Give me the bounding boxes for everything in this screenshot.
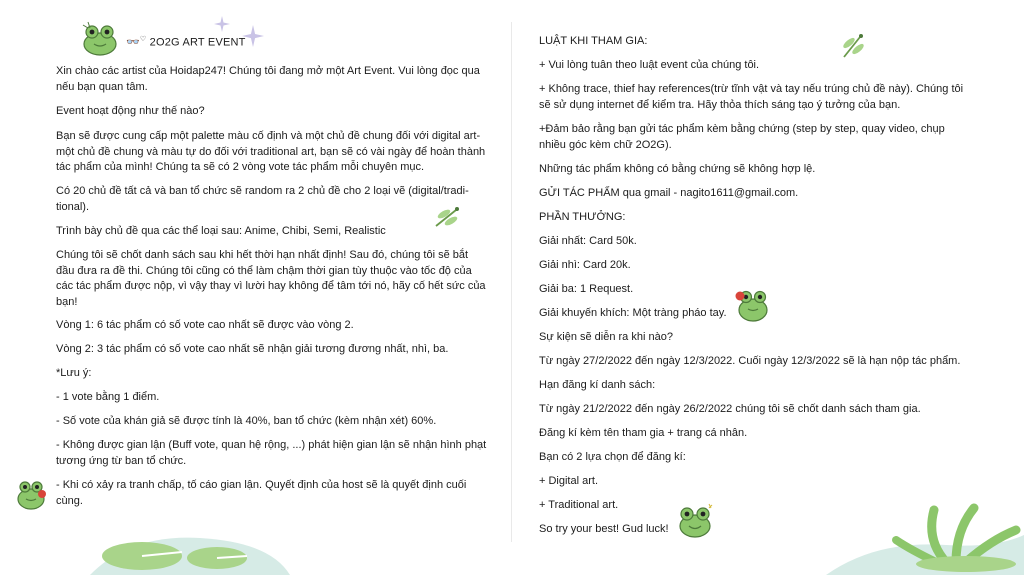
sparkle-icon <box>242 25 264 47</box>
note-item: - Khi có xảy ra tranh chấp, tố cáo gian lận. Quyết định của host sẽ là quyết định cuối cùng. <box>56 479 467 507</box>
registration-text: Từ ngày 21/2/2022 đến ngày 26/2/2022 chúng tôi sẽ chốt danh sách tham gia. <box>539 403 921 415</box>
submission-email: GỬI TÁC PHẨM qua gmail - nagito1611@gmail.com. <box>539 187 799 199</box>
prize-item: Giải nhất: Card 50k. <box>539 235 637 247</box>
palette-paragraph: Bạn sẽ được cung cấp một palette màu cố định và một chủ đề chung đối với digital art- một chủ đề chung và màu tự do đối với traditional art, bạn sẽ có vài ngày để hoàn thành tác phẩm của mình! Chúng ta sẽ có 2 vòng vote tác phẩm mỗi chuyên mục. <box>56 130 486 173</box>
deadline-paragraph: Chúng tôi sẽ chốt danh sách sau khi hết thời hạn nhất định! Sau đó, chúng tôi sẽ bắt đầu đưa ra đề thi. Chúng tôi cũng có thể làm chậm thời gian tùy thuộc vào tốc độ của các tác phẩm được nộp, vì vậy thay vì lười hay không để tâm tới nó, hãy cố hết sức của bạn! <box>56 249 486 308</box>
note-item: - Không được gian lận (Buff vote, quan hệ rộng, ...) phát hiện gian lận sẽ nhận hình phạt tương ứng từ ban tổ chức. <box>56 439 487 467</box>
registration-heading: Hạn đăng kí danh sách: <box>539 379 656 391</box>
rule-item: + Vui lòng tuân theo luật event của chúng tôi. <box>539 59 760 71</box>
rule-item: +Đảm bảo rằng bạn gửi tác phẩm kèm bằng chứng (step by step, quay video, chụp nhiều góc kèm chữ 2O2G). <box>539 123 945 151</box>
frog-with-flower-icon <box>734 284 770 322</box>
closing-text: So try your best! Gud luck! <box>539 523 669 535</box>
note-heading: *Lưu ý: <box>56 367 92 379</box>
column-divider <box>511 22 512 542</box>
frog-icon <box>676 502 714 538</box>
how-it-works-heading: Event hoạt động như thế nào? <box>56 105 205 117</box>
registration-text: Đăng kí kèm tên tham gia + trang cá nhân. <box>539 427 748 439</box>
dragonfly-icon <box>838 33 868 61</box>
event-title-text: 2O2G ART EVENT <box>149 36 246 49</box>
styles-paragraph: Trình bày chủ đề qua các thể loại sau: Anime, Chibi, Semi, Realistic <box>56 225 386 237</box>
intro-paragraph: Xin chào các artist của Hoidap247! Chúng tôi đang mở một Art Event. Vui lòng đọc qua nếu bạn quan tâm. <box>56 65 480 93</box>
lily-pad-icon <box>100 538 280 575</box>
sparkle-icon <box>214 16 230 32</box>
frog-with-flower-icon <box>16 476 48 510</box>
event-title <box>126 35 246 49</box>
frog-icon <box>80 20 120 56</box>
prize-item: Giải nhì: Card 20k. <box>539 259 631 271</box>
prize-item: Giải ba: 1 Request. <box>539 283 634 295</box>
option-item: + Digital art. <box>539 475 598 487</box>
round-1-text: Vòng 1: 6 tác phẩm có số vote cao nhất sẽ được vào vòng 2. <box>56 319 354 331</box>
water-plant-decoration <box>826 500 1024 575</box>
glasses-icon: 👓 <box>126 36 140 49</box>
options-heading: Bạn có 2 lựa chọn để đăng kí: <box>539 451 686 463</box>
option-item: + Traditional art. <box>539 499 619 511</box>
schedule-text: Từ ngày 27/2/2022 đến ngày 12/3/2022. Cuối ngày 12/3/2022 sẽ là hạn nộp tác phẩm. <box>539 355 961 367</box>
dragonfly-icon <box>432 206 462 230</box>
rules-heading: LUẬT KHI THAM GIA: <box>539 35 648 47</box>
rule-item: Những tác phẩm không có bằng chứng sẽ không hợp lệ. <box>539 163 816 175</box>
note-item: - 1 vote bằng 1 điểm. <box>56 391 160 403</box>
schedule-heading: Sự kiện sẽ diễn ra khi nào? <box>539 331 673 343</box>
rule-item: + Không trace, thief hay references(trừ tĩnh vật và tay nếu trúng chủ đề này). Chúng tôi sẽ sử dụng internet để kiểm tra. Hãy thỏa thích sáng tạo ý tưởng của bạn. <box>539 83 964 111</box>
heart-icon: ♡ <box>139 36 147 44</box>
note-item: - Số vote của khán giả sẽ được tính là 40%, ban tổ chức (kèm nhận xét) 60%. <box>56 415 437 427</box>
topics-paragraph: Có 20 chủ đề tất cả và ban tổ chức sẽ random ra 2 chủ đề cho 2 loại vẽ (digital/tradi- tional). <box>56 185 469 213</box>
prizes-heading: PHẦN THƯỞNG: <box>539 211 626 223</box>
prize-item: Giải khuyến khích: Một tràng pháo tay. <box>539 307 727 319</box>
round-2-text: Vòng 2: 3 tác phẩm có số vote cao nhất sẽ nhận giải tương đương nhất, nhì, ba. <box>56 343 449 355</box>
